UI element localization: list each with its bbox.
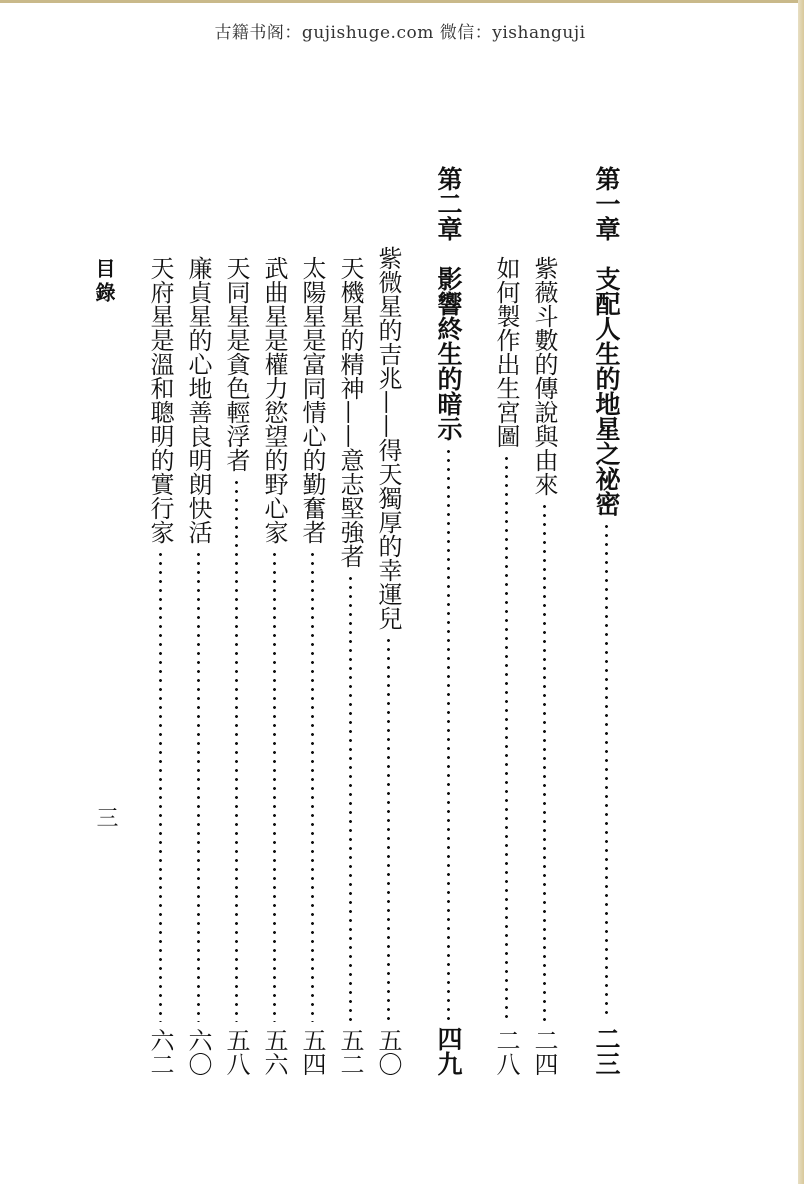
dot-leader bbox=[197, 550, 200, 1022]
chapter-1-page: 二三 bbox=[592, 1026, 621, 1076]
entry-6-page: 五六 bbox=[260, 1028, 288, 1076]
entry-1-page: 二四 bbox=[530, 1028, 558, 1076]
toc-entry-9 bbox=[140, 256, 180, 1076]
entry-3-page: 五〇 bbox=[374, 1028, 402, 1076]
entry-2-page: 二八 bbox=[492, 1028, 520, 1076]
toc-entry-3 bbox=[368, 246, 408, 1076]
toc-entry-5 bbox=[292, 256, 332, 1076]
dot-leader bbox=[447, 447, 450, 1020]
running-title: 目錄 bbox=[92, 258, 116, 306]
dot-leader bbox=[349, 574, 352, 1022]
entry-7-page: 五八 bbox=[222, 1028, 250, 1076]
entry-9-page: 六二 bbox=[146, 1028, 174, 1076]
toc-entry-8 bbox=[178, 256, 218, 1076]
entry-8-page: 六〇 bbox=[184, 1028, 212, 1076]
entry-5-page: 五四 bbox=[298, 1028, 326, 1076]
toc-chapter-2 bbox=[428, 166, 468, 1076]
dot-leader bbox=[605, 522, 608, 1020]
dot-leader bbox=[543, 502, 546, 1022]
toc-entry-1 bbox=[524, 256, 564, 1076]
page-right-border bbox=[798, 0, 804, 1184]
entry-4-title: 天機星的精神——意志堅強者 bbox=[336, 256, 364, 568]
chapter-1-heading: 第一章 支配人生的地星之祕密 bbox=[592, 166, 621, 516]
entry-3-title: 紫微星的吉兆——得天獨厚的幸運兒 bbox=[374, 246, 402, 630]
entry-4-page: 五二 bbox=[336, 1028, 364, 1076]
dot-leader bbox=[159, 550, 162, 1022]
toc-entry-7 bbox=[216, 256, 256, 1076]
toc-entry-4 bbox=[330, 256, 370, 1076]
dot-leader bbox=[387, 636, 390, 1022]
dot-leader bbox=[505, 454, 508, 1022]
entry-8-title: 廉貞星的心地善良明朗快活 bbox=[184, 256, 212, 544]
toc-entry-2 bbox=[486, 256, 526, 1076]
entry-1-title: 紫薇斗數的傳說與由來 bbox=[530, 256, 558, 496]
dot-leader bbox=[311, 550, 314, 1022]
dot-leader bbox=[273, 550, 276, 1022]
dot-leader bbox=[235, 478, 238, 1022]
entry-6-title: 武曲星是權力慾望的野心家 bbox=[260, 256, 288, 544]
page-top-border bbox=[0, 0, 804, 3]
entry-7-title: 天同星是貪色輕浮者 bbox=[222, 256, 250, 472]
entry-2-title: 如何製作出生宮圖 bbox=[492, 256, 520, 448]
chapter-2-page: 四九 bbox=[434, 1026, 463, 1076]
page-number: 三 bbox=[93, 806, 118, 828]
watermark-text: 古籍书阁：gujishuge.com 微信：yishanguji bbox=[214, 23, 586, 43]
entry-5-title: 太陽星是富同情心的勤奮者 bbox=[298, 256, 326, 544]
toc-entry-6 bbox=[254, 256, 294, 1076]
chapter-2-heading: 第二章 影響終生的暗示 bbox=[434, 166, 463, 441]
entry-9-title: 天府星是溫和聰明的實行家 bbox=[146, 256, 174, 544]
toc-chapter-1 bbox=[586, 166, 626, 1076]
